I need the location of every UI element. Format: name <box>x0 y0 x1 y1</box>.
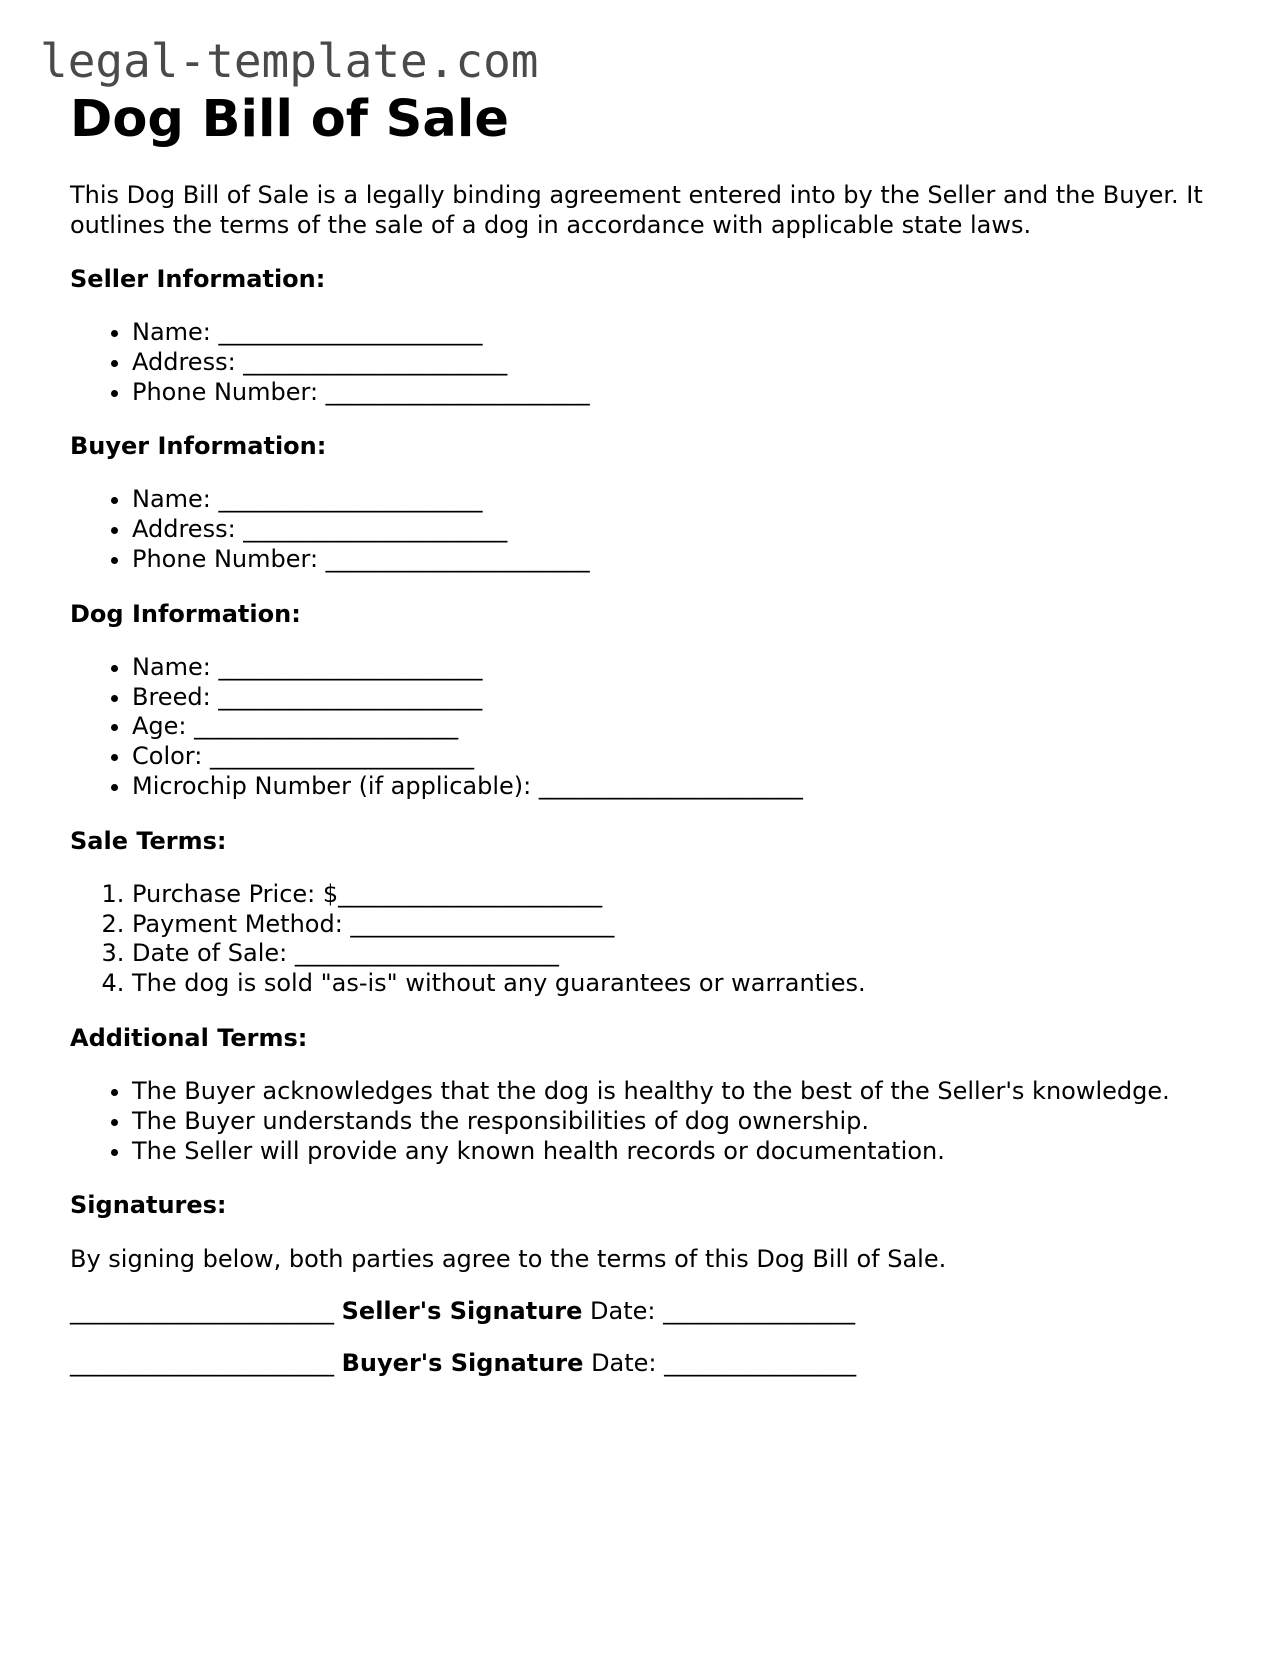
seller-phone-item: • Phone Number: ______________________ <box>132 378 1230 408</box>
sale-terms-heading: Sale Terms: <box>70 826 227 855</box>
buyer-address-item: • Address: ______________________ <box>132 515 1230 545</box>
payment-method-item: 2. Payment Method: ______________________ <box>132 910 1230 940</box>
date-of-sale-item: 3. Date of Sale: ______________________ <box>132 939 1230 969</box>
as-is-item: 4. The dog is sold "as-is" without any guarantees or warranties. <box>132 969 1230 999</box>
dog-list <box>70 653 1230 802</box>
seller-signature-blank: ______________________ <box>70 1297 334 1326</box>
buyer-signature-line <box>70 1348 1230 1378</box>
additional-term-responsibility: • The Buyer understands the responsibilities of dog ownership. <box>132 1107 1230 1137</box>
signatures-heading: Signatures: <box>70 1191 227 1220</box>
additional-term-health: • The Buyer acknowledges that the dog is healthy to the best of the Seller's knowledge. <box>132 1077 1230 1107</box>
buyer-date-blank: ________________ <box>664 1349 857 1378</box>
buyer-list <box>70 485 1230 574</box>
dog-age-item: • Age: ______________________ <box>132 712 1230 742</box>
dog-breed-item: • Breed: ______________________ <box>132 683 1230 713</box>
dog-microchip-item: • Microchip Number (if applicable): ______________________ <box>132 772 1230 802</box>
seller-list <box>70 318 1230 407</box>
purchase-price-item: 1. Purchase Price: $______________________ <box>132 880 1230 910</box>
buyer-signature-blank: ______________________ <box>70 1349 334 1378</box>
dog-name-item: • Name: ______________________ <box>132 653 1230 683</box>
signatures-text: By signing below, both parties agree to the terms of this Dog Bill of Sale. <box>70 1245 947 1274</box>
buyer-signature-label: Buyer's Signature <box>341 1349 584 1378</box>
additional-terms-list <box>70 1077 1230 1166</box>
additional-terms-heading: Additional Terms: <box>70 1023 308 1052</box>
dog-heading: Dog Information: <box>70 599 301 628</box>
additional-term-records: • The Seller will provide any known health records or documentation. <box>132 1137 1230 1167</box>
seller-heading: Seller Information: <box>70 265 326 293</box>
seller-date-label: Date: <box>590 1297 656 1326</box>
dog-color-item: • Color: ______________________ <box>132 742 1230 772</box>
buyer-date-label: Date: <box>591 1349 657 1378</box>
seller-name-item: • Name: ______________________ <box>132 318 1230 348</box>
buyer-phone-item: • Phone Number: ______________________ <box>132 545 1230 575</box>
sale-terms-list <box>70 880 1230 999</box>
buyer-heading: Buyer Information: <box>70 432 327 461</box>
document-body <box>70 88 1230 1378</box>
seller-signature-label: Seller's Signature <box>341 1297 583 1326</box>
intro-paragraph: This Dog Bill of Sale is a legally binding agreement entered into by the Seller and the Buyer. It outlines the terms of the sale of a dog in accordance with applicable state laws. <box>70 181 1203 239</box>
seller-signature-line <box>70 1296 1230 1326</box>
seller-date-blank: ________________ <box>663 1297 856 1326</box>
seller-address-item: • Address: ______________________ <box>132 348 1230 378</box>
buyer-name-item: • Name: ______________________ <box>132 485 1230 515</box>
watermark: legal-template.com <box>40 34 539 88</box>
document-title: Dog Bill of Sale <box>70 90 509 149</box>
